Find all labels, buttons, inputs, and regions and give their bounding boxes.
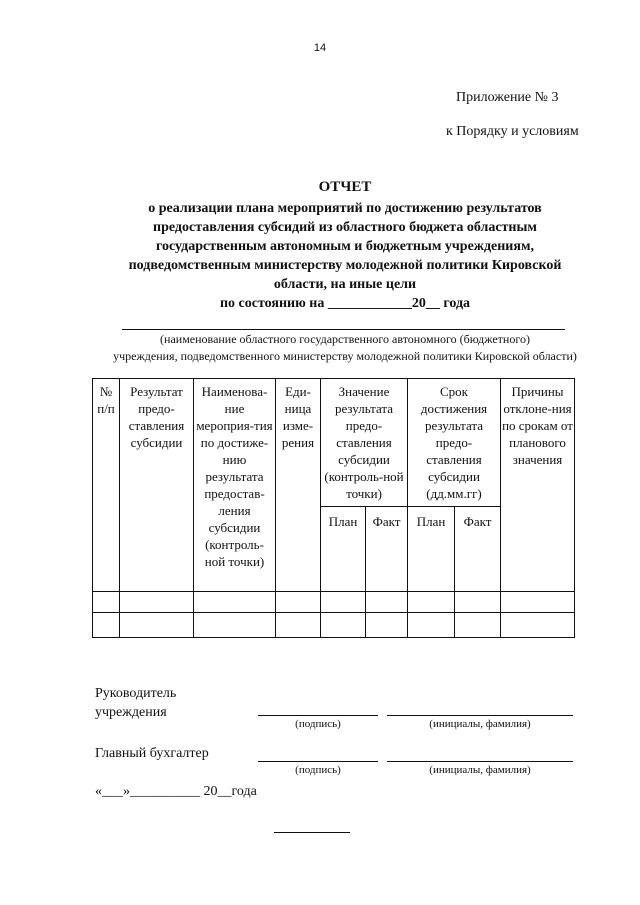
appendix-reference: к Порядку и условиям <box>446 124 579 139</box>
table-cell[interactable] <box>501 613 575 638</box>
table-cell[interactable] <box>276 592 321 613</box>
header-num: № п/п <box>93 379 120 592</box>
appendix-number: Приложение № 3 <box>456 90 559 105</box>
document-title: ОТЧЕТ <box>318 179 372 195</box>
table-header-row <box>93 379 575 507</box>
closing-line <box>274 832 350 833</box>
head-label-line: Руководитель <box>95 686 177 701</box>
table-cell[interactable] <box>366 592 408 613</box>
header-event: Наименова-ние мероприя-тия по достиже-нию результата предостав-ления субсидии (контроль-ной точки) <box>194 379 276 592</box>
header-deadline: Срок достижения результата предо-ставления субсидии (дд.мм.гг) <box>408 379 501 507</box>
head-signature-line[interactable] <box>258 715 378 716</box>
organization-name-line <box>122 329 565 330</box>
table-cell[interactable] <box>93 613 120 638</box>
head-signature-hint: (подпись) <box>295 718 341 730</box>
table-cell[interactable] <box>408 613 455 638</box>
table-cell[interactable] <box>455 592 501 613</box>
subheader-fact: Факт <box>455 507 501 592</box>
table-cell[interactable] <box>194 613 276 638</box>
subtitle-line: области, на иные цели <box>273 277 417 292</box>
hint-line: (наименование областного государственного автономного (бюджетного) <box>160 332 530 346</box>
subheader-plan: План <box>321 507 366 592</box>
table-cell[interactable] <box>366 613 408 638</box>
head-label-line: учреждения <box>95 705 167 720</box>
organization-name-hint <box>80 331 610 365</box>
hint-line: учреждения, подведомственного министерству молодежной политики Кировской области) <box>113 349 577 363</box>
table-cell[interactable] <box>276 613 321 638</box>
head-name-line[interactable] <box>387 715 573 716</box>
accountant-name-line[interactable] <box>387 761 573 762</box>
report-table <box>92 378 575 638</box>
header-result: Результат предо-ставления субсидии <box>120 379 194 592</box>
table-cell[interactable] <box>93 592 120 613</box>
head-label <box>95 684 176 722</box>
accountant-label: Главный бухгалтер <box>95 746 209 761</box>
table-row <box>93 592 575 613</box>
date-line: «___»__________ 20__года <box>95 784 257 799</box>
table-row <box>93 613 575 638</box>
table-cell[interactable] <box>194 592 276 613</box>
subtitle-line: государственным автономным и бюджетным учреждениям, <box>156 239 534 254</box>
subtitle-line: подведомственным министерству молодежной политики Кировской <box>128 258 562 273</box>
header-value: Значение результата предо-ставления субсидии (контроль-ной точки) <box>321 379 408 507</box>
table-cell[interactable] <box>321 613 366 638</box>
table-cell[interactable] <box>321 592 366 613</box>
subheader-fact: Факт <box>366 507 408 592</box>
header-unit: Еди-ница изме-рения <box>276 379 321 592</box>
page-number: 14 <box>313 42 327 54</box>
table-cell[interactable] <box>501 592 575 613</box>
subheader-plan: План <box>408 507 455 592</box>
subtitle-line: о реализации плана мероприятий по достижению результатов <box>148 201 542 216</box>
table-cell[interactable] <box>408 592 455 613</box>
head-name-hint: (инициалы, фамилия) <box>429 718 531 730</box>
table-cell[interactable] <box>120 613 194 638</box>
accountant-name-hint: (инициалы, фамилия) <box>429 764 531 776</box>
table-cell[interactable] <box>120 592 194 613</box>
subtitle-line: предоставления субсидий из областного бюджета областным <box>153 220 537 235</box>
accountant-signature-line[interactable] <box>258 761 378 762</box>
table-cell[interactable] <box>455 613 501 638</box>
accountant-signature-hint: (подпись) <box>295 764 341 776</box>
subtitle-date-line: по состоянию на ____________20__ года <box>219 296 471 311</box>
header-reasons: Причины отклоне-ния по срокам от планового значения <box>501 379 575 592</box>
document-subtitle <box>100 199 590 313</box>
